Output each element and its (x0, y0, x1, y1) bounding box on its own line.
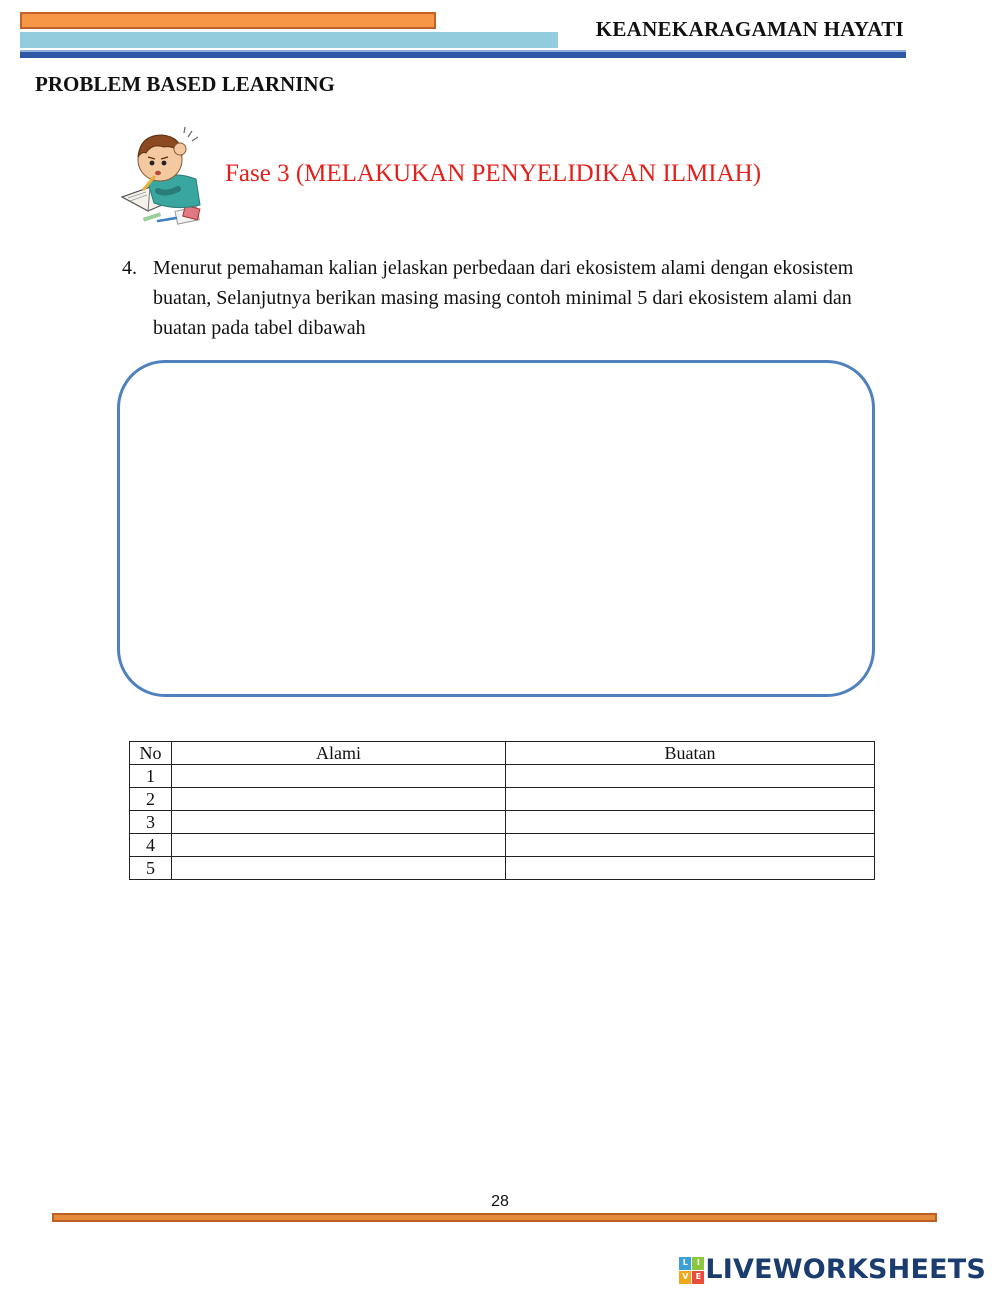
liveworksheets-brand[interactable] (679, 1254, 986, 1285)
table-row (130, 788, 875, 811)
buatan-answer-cell[interactable] (506, 788, 875, 811)
buatan-answer-cell[interactable] (506, 857, 875, 880)
section-title: PROBLEM BASED LEARNING (35, 72, 335, 96)
table-row (130, 811, 875, 834)
question-item (122, 253, 882, 343)
alami-answer-cell[interactable] (172, 765, 506, 788)
header-alami: Alami (172, 742, 506, 765)
alami-answer-cell[interactable] (172, 834, 506, 857)
row-number: 5 (130, 857, 172, 880)
row-number: 1 (130, 765, 172, 788)
liveworksheets-logo-icon: L I V E (679, 1257, 703, 1283)
answer-textbox[interactable] (117, 360, 875, 697)
question-text: Menurut pemahaman kalian jelaskan perbedaan dari ekosistem alami dengan ekosistem buatan, Selanjutnya berikan masing masing contoh minimal 5 dari ekosistem alami dan buatan pada tabel dibawah (153, 257, 854, 339)
table-header-row (130, 742, 875, 765)
table-row (130, 857, 875, 880)
row-number: 4 (130, 834, 172, 857)
buatan-answer-cell[interactable] (506, 811, 875, 834)
ecosystem-table (129, 741, 875, 880)
buatan-answer-cell[interactable] (506, 765, 875, 788)
alami-answer-cell[interactable] (172, 857, 506, 880)
header-light-blue-bar (20, 32, 558, 48)
header-buatan: Buatan (506, 742, 875, 765)
page-number: 28 (491, 1193, 509, 1210)
buatan-answer-cell[interactable] (506, 834, 875, 857)
question-number: 4. (122, 257, 137, 279)
liveworksheets-wordmark: LIVEWORKSHEETS (705, 1254, 986, 1285)
alami-answer-cell[interactable] (172, 811, 506, 834)
table-row (130, 765, 875, 788)
table-row (130, 834, 875, 857)
alami-answer-cell[interactable] (172, 788, 506, 811)
phase-title: Fase 3 (MELAKUKAN PENYELIDIKAN ILMIAH) (225, 160, 762, 187)
header-no: No (130, 742, 172, 765)
footer-orange-bar (52, 1213, 937, 1222)
header-title: KEANEKARAGAMAN HAYATI (595, 17, 904, 41)
header-orange-bar (20, 12, 436, 29)
row-number: 2 (130, 788, 172, 811)
studying-boy-illustration (118, 125, 218, 230)
row-number: 3 (130, 811, 172, 834)
header-navy-rule (20, 50, 906, 58)
